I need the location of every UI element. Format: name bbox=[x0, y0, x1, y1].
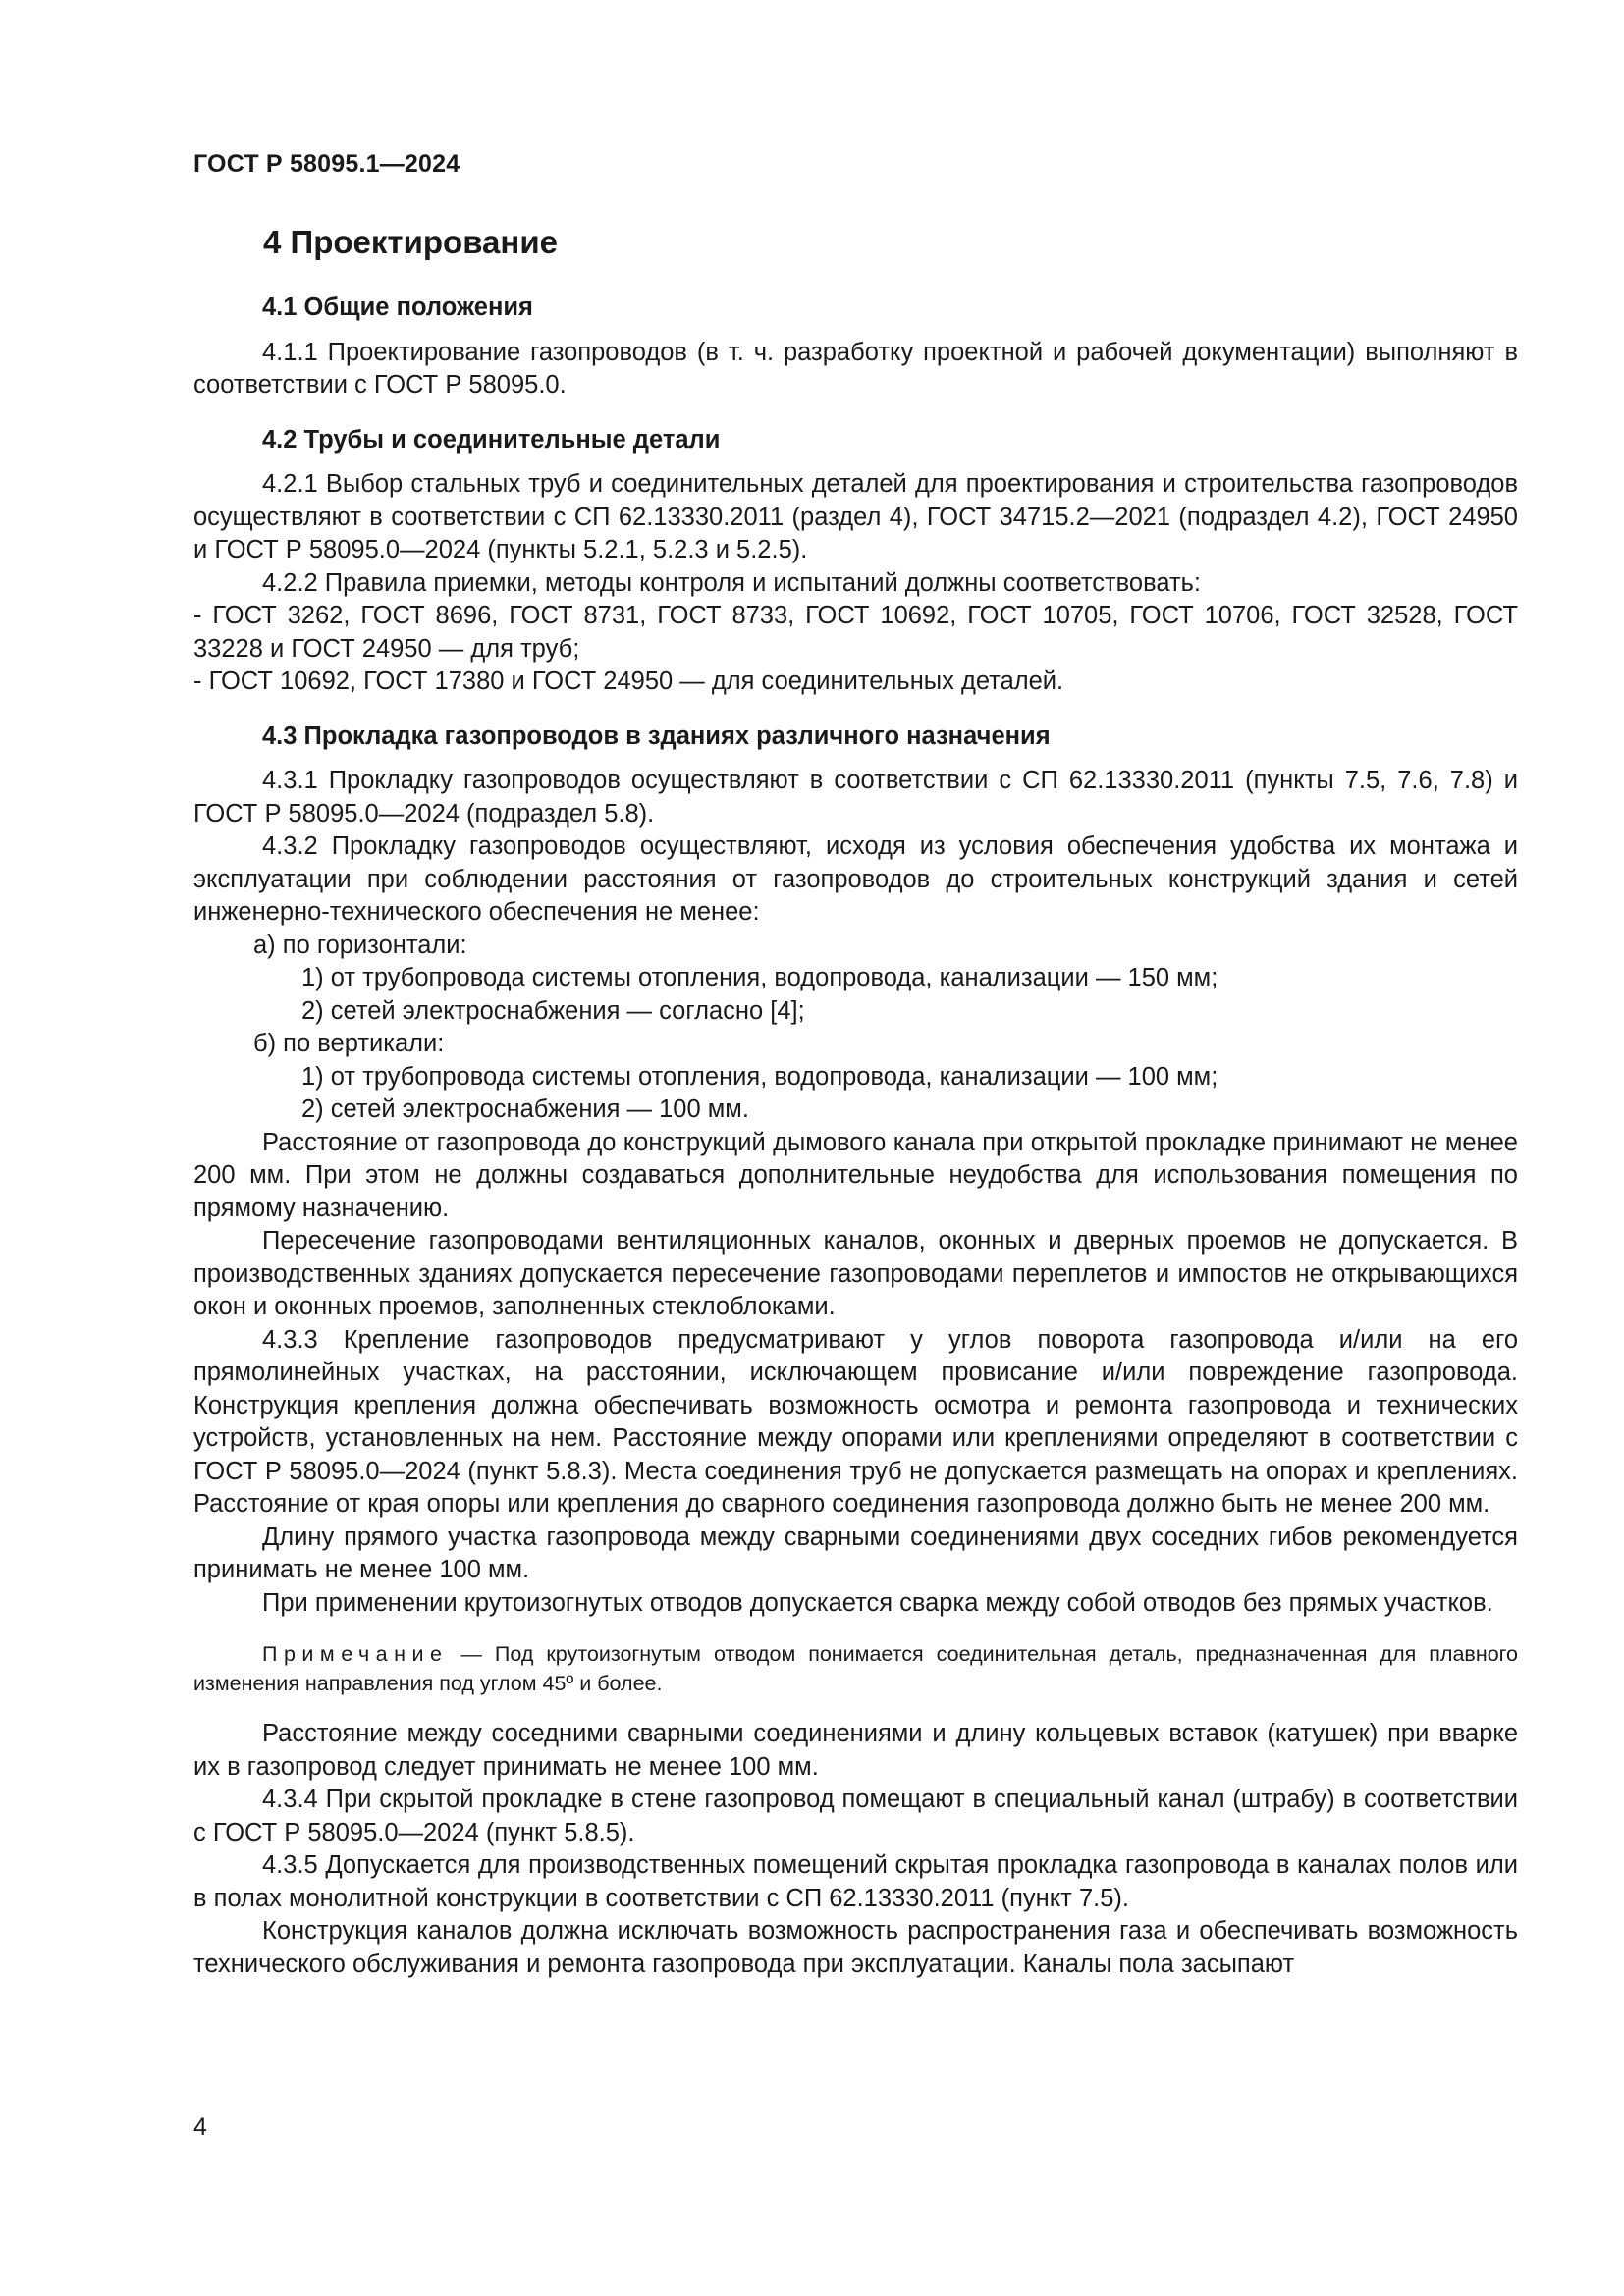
list-label-horizontal: а) по горизонтали: bbox=[253, 931, 467, 959]
paragraph-straight-section: Длину прямого участка газопровода между сварными соединениями двух соседних гибов рекомендуется принимать не менее 100 мм. bbox=[193, 1522, 1518, 1583]
paragraph-4-3-4: 4.3.4 При скрытой прокладке в стене газопровод помещают в специальный канал (штрабу) в соответствии с ГОСТ Р 58095.0—2024 (пункт 5.8.5). bbox=[193, 1786, 1518, 1846]
list-item-parts: - ГОСТ 10692, ГОСТ 17380 и ГОСТ 24950 — для соединительных деталей. bbox=[193, 667, 1064, 695]
note-label: Примечание bbox=[262, 1642, 449, 1666]
paragraph-4-3-1: 4.3.1 Прокладку газопроводов осуществляют в соответствии с СП 62.13330.2011 (пункты 7.5, 7.6, 7.8) и ГОСТ Р 58095.0—2024 (подраздел 5.8). bbox=[193, 767, 1518, 828]
subsection-heading-4-3: 4.3 Прокладка газопроводов в зданиях различного назначения bbox=[262, 721, 1051, 750]
paragraph-bends: При применении крутоизогнутых отводов допускается сварка между собой отводов без прямых участков. bbox=[262, 1588, 1493, 1617]
paragraph-4-2-1: 4.2.1 Выбор стальных труб и соединительных деталей для проектирования и строительства газопроводов осуществляют в соответствии с СП 62.13330.2011 (раздел 4), ГОСТ 34715.2—2021 (подраздел 4.2), ГОСТ 24950 и ГОСТ Р 58095.0—2024 (пункты 5.2.1, 5.2.3 и 5.2.5). bbox=[193, 470, 1518, 563]
paragraph-4-3-5: 4.3.5 Допускается для производственных помещений скрытая прокладка газопровода в каналах полов или в полах монолитной конструкции в соответствии с СП 62.13330.2011 (пункт 7.5). bbox=[193, 1851, 1518, 1912]
list-item-vertical-1: 1) от трубопровода системы отопления, водопровода, канализации — 100 мм; bbox=[301, 1062, 1218, 1091]
list-item-vertical-2: 2) сетей электроснабжения — 100 мм. bbox=[301, 1095, 749, 1123]
list-item-horizontal-2: 2) сетей электроснабжения — согласно [4]; bbox=[301, 996, 805, 1025]
paragraph-channels: Конструкция каналов должна исключать возможность распространения газа и обеспечивать возможность технического обслуживания и ремонта газопровода при эксплуатации. Каналы пола засыпают bbox=[193, 1917, 1518, 1978]
section-title: 4 Проектирование bbox=[263, 224, 558, 260]
paragraph-weld-distance: Расстояние между соседними сварными соединениями и длину кольцевых вставок (катушек) при вварке их в газопровод следует принимать не менее 100 мм. bbox=[193, 1720, 1518, 1781]
paragraph-crossing: Пересечение газопроводами вентиляционных каналов, оконных и дверных проемов не допускается. В производственных зданиях допускается пересечение газопроводами переплетов и импостов не открывающихся окон и оконных проемов, заполненных стеклоблоками. bbox=[193, 1227, 1518, 1320]
list-label-vertical: б) по вертикали: bbox=[253, 1030, 445, 1057]
subsection-heading-4-1: 4.1 Общие положения bbox=[262, 294, 533, 321]
paragraph-4-1-1: 4.1.1 Проектирование газопроводов (в т. ч. разработку проектной и рабочей документации) выполняют в соответствии с ГОСТ Р 58095.0. bbox=[193, 338, 1518, 399]
list-item-horizontal-1: 1) от трубопровода системы отопления, водопровода, канализации — 150 мм; bbox=[301, 964, 1218, 991]
subsection-heading-4-2: 4.2 Трубы и соединительные детали bbox=[262, 425, 721, 454]
paragraph-smoke-channel: Расстояние от газопровода до конструкций дымового канала при открытой прокладке принимают не менее 200 мм. При этом не должны создаваться дополнительные неудобства для использования помещения по прямому назначению. bbox=[193, 1128, 1518, 1222]
document-code: ГОСТ Р 58095.1—2024 bbox=[193, 150, 460, 178]
note bbox=[193, 1639, 1518, 1698]
paragraph-4-3-2: 4.3.2 Прокладку газопроводов осуществляют, исходя из условия обеспечения удобства их монтажа и эксплуатации при соблюдении расстояния от газопроводов до строительных конструкций здания и сетей инженерно-технического обеспечения не менее: bbox=[193, 832, 1518, 926]
paragraph-4-2-2: 4.2.2 Правила приемки, методы контроля и испытаний должны соответствовать: bbox=[262, 568, 1202, 597]
list-item-pipes: - ГОСТ 3262, ГОСТ 8696, ГОСТ 8731, ГОСТ 8733, ГОСТ 10692, ГОСТ 10705, ГОСТ 10706, ГОСТ 32528, ГОСТ 33228 и ГОСТ 24950 — для труб; bbox=[193, 602, 1518, 663]
note-text: — Под крутоизогнутым отводом понимается соединительная деталь, предназначенная для плавного изменения направления под углом 45º и более. bbox=[193, 1642, 1518, 1695]
document-body bbox=[193, 292, 1518, 1981]
paragraph-4-3-3: 4.3.3 Крепление газопроводов предусматривают у углов поворота газопровода и/или на его прямолинейных участках, на расстоянии, исключающем провисание и/или повреждение газопровода. Конструкция крепления должна обеспечивать возможность осмотра и ремонта газопровода и технических устройств, установленных на нем. Расстояние между опорами или креплениями определяют в соответствии с ГОСТ Р 58095.0—2024 (пункт 5.8.3). Места соединения труб не допускается размещать на опорах и креплениях. Расстояние от края опоры или крепления до сварного соединения газопровода должно быть не менее 200 мм. bbox=[193, 1325, 1518, 1518]
page-number: 4 bbox=[193, 2113, 207, 2141]
